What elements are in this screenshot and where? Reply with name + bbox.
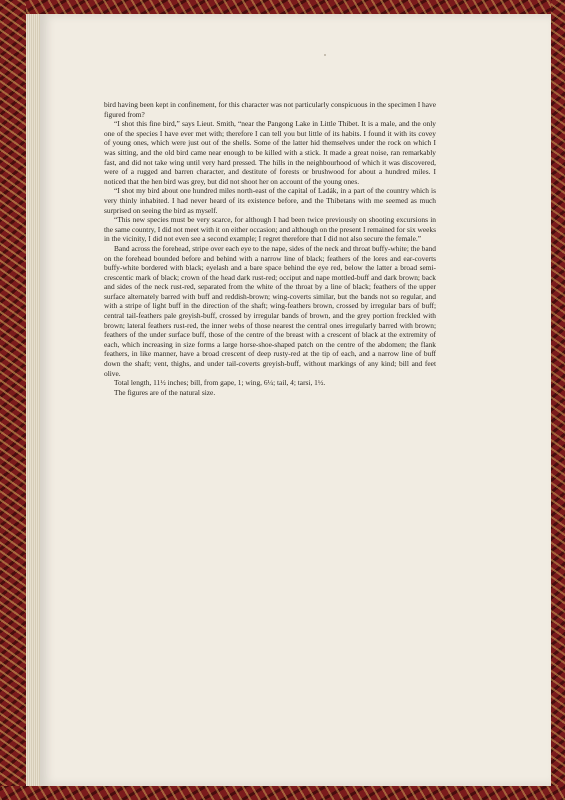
cover-edge-left (0, 0, 26, 800)
paragraph-continuation: bird having been kept in confinement, for this character was not particularly conspicuous in the specimen I have figured from? (104, 100, 436, 119)
paragraph-ladak-location: “I shot my bird about one hundred miles north-east of the capital of Ladák, in a part of the country which is very thinly inhabited. I had never heard of its existence before, and the Thibetans with me seemed as much surprised on seeing the bird as myself. (104, 186, 436, 215)
page-mark (324, 54, 326, 56)
cover-edge-top (0, 0, 565, 14)
paragraph-description: Band across the forehead, stripe over each eye to the nape, sides of the neck and throat buffy-white; the band on the forehead bounded before and behind with a narrow line of black; feathers of the lores and ear-coverts buffy-white bordered with black; eyelash and a bare space behind the eye red, below the latter a broad semi-crescentic mark of black; crown of the head dark rust-red; occiput and nape mottled-buff and dark brown; back and sides of the neck rust-red, separated from the white of the throat by a line of black; feathers of the upper surface alternately barred with buff and reddish-brown; wing-coverts similar, but the bands not so regular, and with a stripe of light buff in the direction of the shaft; wing-feathers brown, crossed by irregular bars of buff; central tail-feathers pale greyish-buff, crossed by irregular bands of brown, and the grey portion freckled with brown; lateral feathers rust-red, the inner webs of those nearest the central ones irregularly barred with brown; feathers of the under surface buff, those of the centre of the breast with a crescent of black at the extremity of each, which increasing in size forms a large horse-shoe-shaped patch on the centre of the abdomen; the flank feathers, in like manner, have a broad crescent of deep rusty-red at the tip of each, and a narrow line of buff down the shaft; vent, thighs, and under tail-coverts greyish-buff, without markings of any kind; bill and feet olive. (104, 243, 436, 378)
page-stack-edge (26, 14, 40, 786)
paragraph-measurements: Total length, 11½ inches; bill, from gape, 1; wing, 6¼; tail, 4; tarsi, 1½. (114, 378, 326, 388)
body-text (104, 100, 436, 397)
paragraph-scarcity: “This new species must be very scarce, for although I had been twice previously on shooting excursions in the same country, I did not meet with it on either occasion; and although on the present I remained for six weeks in the vicinity, I did not even see a second example; I regret therefore that I did not also secure the female.” (104, 215, 437, 244)
paragraph-smith-quote: “I shot this fine bird,” says Lieut. Smith, “near the Pangong Lake in Little Thibet. It is a male, and the only one of the species I have ever met with; therefore I can tell you but little of its habits. I found it with its covey of young ones, which were just out of the shells. Some of the latter hid themselves under the rock on which I was sitting, and the old bird came near enough to be killed with a stick. It made a great noise, ran remarkably fast, and did not take wing until very hard pressed. The hills in the neighbourhood of which it was discovered, were of a rugged and barren character, and destitute of forests or brushwood for about a hundred miles. I noticed that the hen bird was grey, but did not shoot her on account of the young ones. (104, 119, 436, 186)
cover-edge-right (551, 0, 565, 800)
paragraph-figures-note: The figures are of the natural size. (114, 387, 216, 397)
cover-edge-bottom (0, 786, 565, 800)
